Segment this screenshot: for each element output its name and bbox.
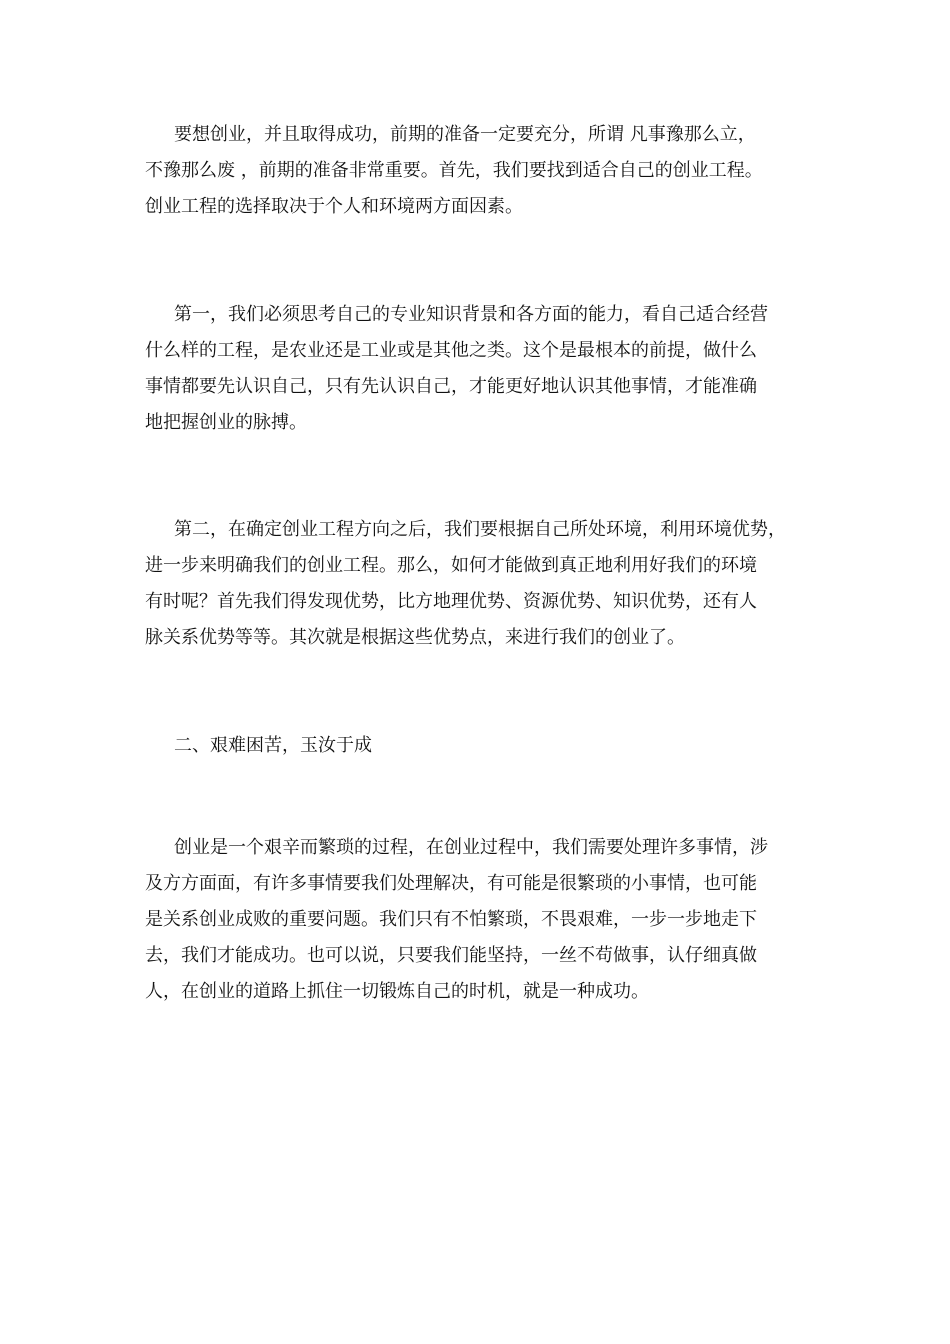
- text-line: 不豫那么废 ，前期的准备非常重要。首先，我们要找到适合自己的创业工程。: [145, 160, 763, 181]
- text-line: 有时呢？首先我们得发现优势，比方地理优势、资源优势、知识优势，还有人: [145, 591, 757, 612]
- paragraph-hardship: [145, 830, 825, 1010]
- paragraph-preparation: [145, 117, 825, 225]
- text-line: 第一，我们必须思考自己的专业知识背景和各方面的能力，看自己适合经营: [174, 304, 768, 325]
- section-heading: [145, 728, 825, 764]
- heading-text: 二、艰难困苦，玉汝于成: [174, 735, 372, 756]
- text-line: 进一步来明确我们的创业工程。那么，如何才能做到真正地利用好我们的环境: [145, 555, 757, 576]
- text-line: 及方方面面，有许多事情要我们处理解决，有可能是很繁琐的小事情，也可能: [145, 873, 757, 894]
- text-line: 第二，在确定创业工程方向之后，我们要根据自己所处环境，利用环境优势，: [174, 519, 786, 540]
- text-line: 创业是一个艰辛而繁琐的过程，在创业过程中，我们需要处理许多事情，涉: [174, 837, 768, 858]
- text-line: 去，我们才能成功。也可以说，只要我们能坚持，一丝不苟做事，认仔细真做: [145, 945, 757, 966]
- text-line: 地把握创业的脉搏。: [145, 412, 307, 433]
- text-line: 创业工程的选择取决于个人和环境两方面因素。: [145, 196, 523, 217]
- paragraph-second-point: [145, 512, 825, 656]
- text-line: 事情都要先认识自己，只有先认识自己，才能更好地认识其他事情，才能准确: [145, 376, 757, 397]
- paragraph-first-point: [145, 297, 825, 441]
- text-line: 是关系创业成败的重要问题。我们只有不怕繁琐，不畏艰难，一步一步地走下: [145, 909, 757, 930]
- text-line: 要想创业，并且取得成功，前期的准备一定要充分，所谓 凡事豫那么立，: [174, 124, 756, 145]
- text-line: 脉关系优势等等。其次就是根据这些优势点，来进行我们的创业了。: [145, 627, 685, 648]
- text-line: 什么样的工程，是农业还是工业或是其他之类。这个是最根本的前提，做什么: [145, 340, 757, 361]
- text-line: 人，在创业的道路上抓住一切锻炼自己的时机，就是一种成功。: [145, 981, 649, 1002]
